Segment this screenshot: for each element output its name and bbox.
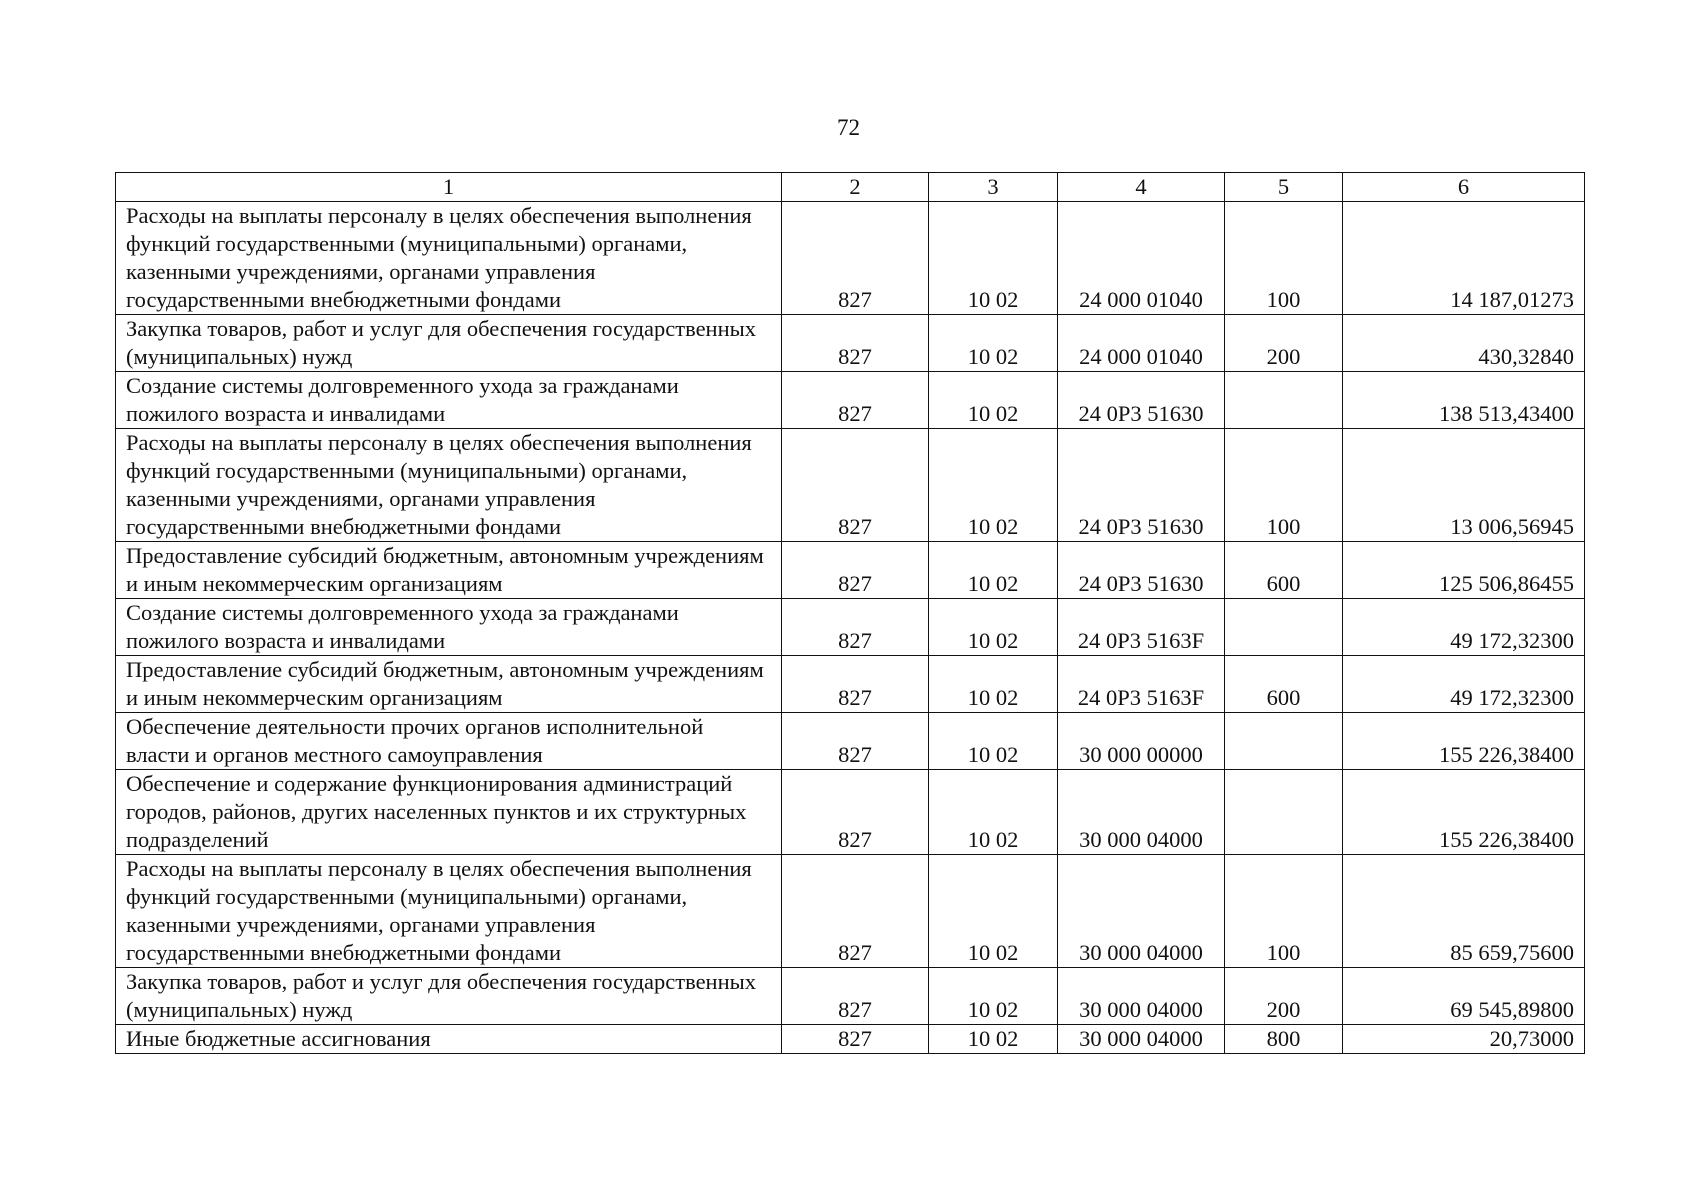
ministry-code-cell: 827 [782, 599, 929, 656]
section-code-cell: 10 02 [929, 202, 1058, 315]
expense-name-cell: Создание системы долговременного ухода за гражданами пожилого возраста и инвалидами [116, 372, 782, 429]
section-code-cell: 10 02 [929, 372, 1058, 429]
expense-name-cell: Закупка товаров, работ и услуг для обеспечения государственных (муниципальных) нужд [116, 968, 782, 1025]
expense-name-cell: Обеспечение и содержание функционирования администраций городов, районов, других населенных пунктов и их структурных подразделений [116, 770, 782, 855]
amount-cell: 49 172,32300 [1343, 599, 1585, 656]
target-article-cell: 30 000 04000 [1058, 1025, 1225, 1054]
target-article-cell: 24 0P3 51630 [1058, 542, 1225, 599]
expense-name-cell: Создание системы долговременного ухода за гражданами пожилого возраста и инвалидами [116, 599, 782, 656]
target-article-cell: 24 000 01040 [1058, 202, 1225, 315]
target-article-cell: 30 000 04000 [1058, 770, 1225, 855]
amount-cell: 138 513,43400 [1343, 372, 1585, 429]
section-code-cell: 10 02 [929, 542, 1058, 599]
table-row [116, 372, 1585, 429]
table-row [116, 770, 1585, 855]
section-code-cell: 10 02 [929, 855, 1058, 968]
amount-cell: 49 172,32300 [1343, 656, 1585, 713]
table-row [116, 429, 1585, 542]
expense-name-cell: Иные бюджетные ассигнования [116, 1025, 782, 1054]
target-article-cell: 30 000 00000 [1058, 713, 1225, 770]
page-number: 72 [837, 115, 860, 140]
column-header-1: 1 [116, 173, 782, 202]
ministry-code-cell: 827 [782, 855, 929, 968]
expense-type-cell: 800 [1225, 1025, 1343, 1054]
header-row [116, 173, 1585, 202]
amount-cell: 14 187,01273 [1343, 202, 1585, 315]
section-code-cell: 10 02 [929, 968, 1058, 1025]
table-row [116, 202, 1585, 315]
target-article-cell: 30 000 04000 [1058, 855, 1225, 968]
amount-cell: 13 006,56945 [1343, 429, 1585, 542]
ministry-code-cell: 827 [782, 656, 929, 713]
target-article-cell: 30 000 04000 [1058, 968, 1225, 1025]
section-code-cell: 10 02 [929, 429, 1058, 542]
amount-cell: 155 226,38400 [1343, 713, 1585, 770]
amount-cell: 69 545,89800 [1343, 968, 1585, 1025]
ministry-code-cell: 827 [782, 372, 929, 429]
expense-name-cell: Предоставление субсидий бюджетным, автономным учреждениям и иным некоммерческим организациям [116, 656, 782, 713]
expense-name-cell: Обеспечение деятельности прочих органов исполнительной власти и органов местного самоуправления [116, 713, 782, 770]
expense-type-cell: 600 [1225, 542, 1343, 599]
column-header-6: 6 [1343, 173, 1585, 202]
section-code-cell: 10 02 [929, 1025, 1058, 1054]
expense-type-cell [1225, 372, 1343, 429]
column-header-3: 3 [929, 173, 1058, 202]
target-article-cell: 24 0P3 5163F [1058, 656, 1225, 713]
expense-name-cell: Расходы на выплаты персоналу в целях обеспечения выполнения функций государственными (муниципальными) органами, казенными учреждениями, органами управления государственными внебюджетными фондами [116, 202, 782, 315]
section-code-cell: 10 02 [929, 315, 1058, 372]
amount-cell: 155 226,38400 [1343, 770, 1585, 855]
table-row [116, 855, 1585, 968]
table-row [116, 1025, 1585, 1054]
target-article-cell: 24 0P3 5163F [1058, 599, 1225, 656]
target-article-cell: 24 000 01040 [1058, 315, 1225, 372]
ministry-code-cell: 827 [782, 770, 929, 855]
expense-type-cell: 600 [1225, 656, 1343, 713]
expense-type-cell [1225, 770, 1343, 855]
table-row [116, 542, 1585, 599]
section-code-cell: 10 02 [929, 713, 1058, 770]
ministry-code-cell: 827 [782, 1025, 929, 1054]
expense-name-cell: Расходы на выплаты персоналу в целях обеспечения выполнения функций государственными (муниципальными) органами, казенными учреждениями, органами управления государственными внебюджетными фондами [116, 855, 782, 968]
section-code-cell: 10 02 [929, 656, 1058, 713]
ministry-code-cell: 827 [782, 713, 929, 770]
amount-cell: 430,32840 [1343, 315, 1585, 372]
ministry-code-cell: 827 [782, 968, 929, 1025]
expense-type-cell: 200 [1225, 315, 1343, 372]
table-header [116, 173, 1585, 202]
expense-type-cell [1225, 599, 1343, 656]
budget-table [115, 172, 1585, 1054]
table-row [116, 713, 1585, 770]
expense-type-cell [1225, 713, 1343, 770]
table-body [116, 202, 1585, 1054]
amount-cell: 20,73000 [1343, 1025, 1585, 1054]
amount-cell: 125 506,86455 [1343, 542, 1585, 599]
table-row [116, 656, 1585, 713]
expense-type-cell: 100 [1225, 202, 1343, 315]
column-header-5: 5 [1225, 173, 1343, 202]
expense-type-cell: 100 [1225, 429, 1343, 542]
ministry-code-cell: 827 [782, 429, 929, 542]
table-row [116, 599, 1585, 656]
expense-name-cell: Предоставление субсидий бюджетным, автономным учреждениям и иным некоммерческим организациям [116, 542, 782, 599]
section-code-cell: 10 02 [929, 599, 1058, 656]
ministry-code-cell: 827 [782, 202, 929, 315]
column-header-4: 4 [1058, 173, 1225, 202]
section-code-cell: 10 02 [929, 770, 1058, 855]
expense-type-cell: 100 [1225, 855, 1343, 968]
expense-name-cell: Расходы на выплаты персоналу в целях обеспечения выполнения функций государственными (муниципальными) органами, казенными учреждениями, органами управления государственными внебюджетными фондами [116, 429, 782, 542]
table-row [116, 968, 1585, 1025]
expense-type-cell: 200 [1225, 968, 1343, 1025]
ministry-code-cell: 827 [782, 542, 929, 599]
ministry-code-cell: 827 [782, 315, 929, 372]
table-row [116, 315, 1585, 372]
amount-cell: 85 659,75600 [1343, 855, 1585, 968]
target-article-cell: 24 0P3 51630 [1058, 429, 1225, 542]
target-article-cell: 24 0P3 51630 [1058, 372, 1225, 429]
expense-name-cell: Закупка товаров, работ и услуг для обеспечения государственных (муниципальных) нужд [116, 315, 782, 372]
column-header-2: 2 [782, 173, 929, 202]
